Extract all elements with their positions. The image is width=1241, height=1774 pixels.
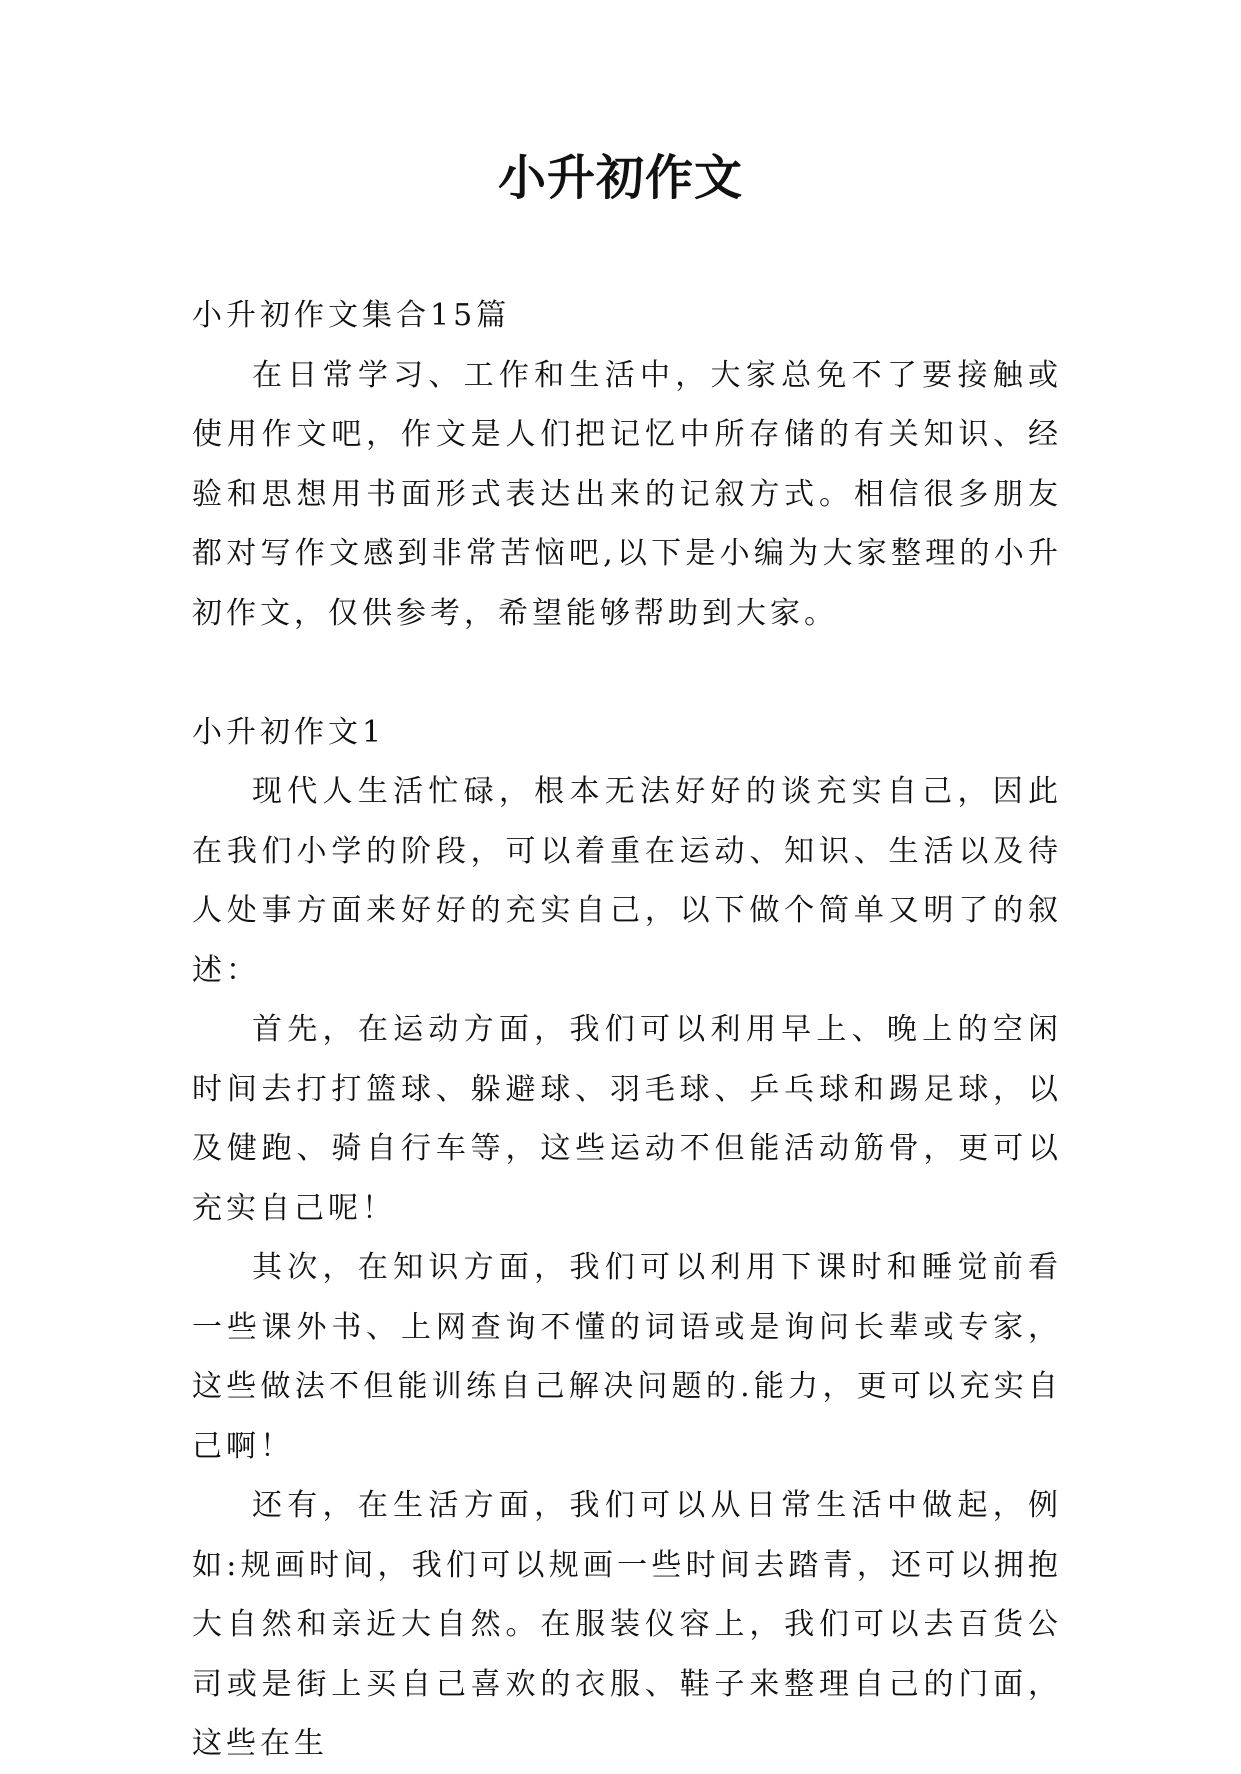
essay-paragraph: 其次，在知识方面，我们可以利用下课时和睡觉前看一些课外书、上网查询不懂的词语或是询问长辈或专家，这些做法不但能训练自己解决问题的.能力，更可以充实自己啊！ [192, 1250, 1062, 1464]
document-body [192, 286, 1062, 1774]
document-title: 小升初作文 [497, 150, 743, 206]
essay-heading: 小升初作文1 [192, 714, 386, 750]
intro-paragraph: 在日常学习、工作和生活中，大家总免不了要接触或使用作文吧，作文是人们把记忆中所存储的有关知识、经验和思想用书面形式表达出来的记叙方式。相信很多朋友都对写作文感到非常苦恼吧,以下是小编为大家整理的小升初作文，仅供参考，希望能够帮助到大家。 [192, 357, 1062, 631]
essay-paragraph: 首先，在运动方面，我们可以利用早上、晚上的空闲时间去打打篮球、躲避球、羽毛球、乒乓球和踢足球，以及健跑、骑自行车等，这些运动不但能活动筋骨，更可以充实自己呢！ [192, 1012, 1062, 1226]
essay-paragraph: 现代人生活忙碌，根本无法好好的谈充实自己，因此在我们小学的阶段，可以着重在运动、知识、生活以及待人处事方面来好好的充实自己，以下做个简单又明了的叙述： [192, 774, 1062, 988]
intro-heading: 小升初作文集合15篇 [192, 298, 511, 333]
essay-paragraph: 还有，在生活方面，我们可以从日常生活中做起，例如:规画时间，我们可以规画一些时间去踏青，还可以拥抱大自然和亲近大自然。在服装仪容上，我们可以去百货公司或是街上买自己喜欢的衣服、鞋子来整理自己的门面，这些在生 [192, 1488, 1062, 1761]
section-gap [192, 643, 1062, 703]
